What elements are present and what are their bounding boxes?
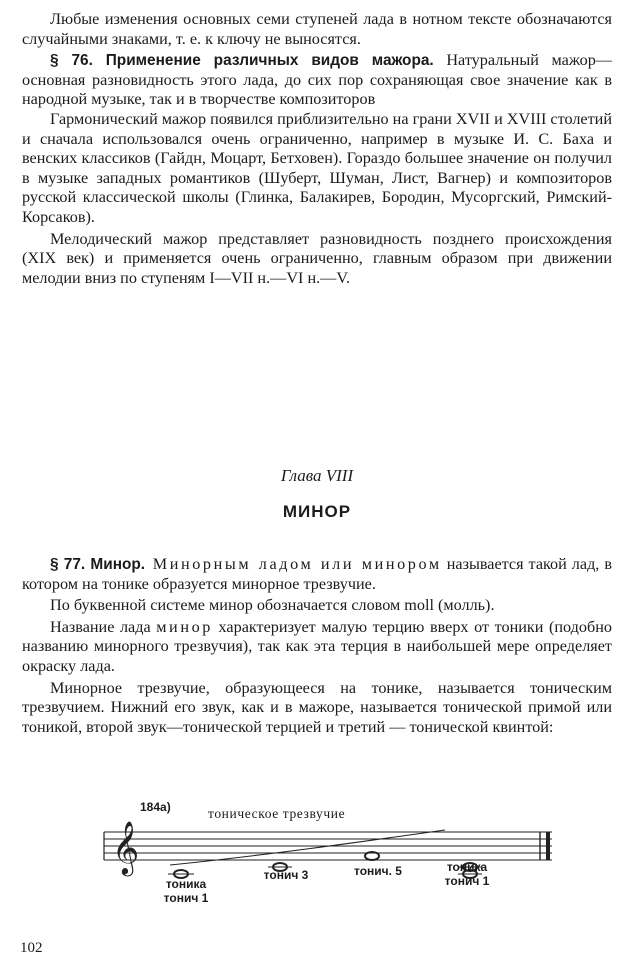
section-77 [22,555,612,594]
minor-name-start: Название лада [50,617,157,636]
label-tonic-left [150,877,222,905]
section-77-spaced-text: Минорным ладом или минором [145,555,442,573]
label-tonic-3: тонич 3 [263,868,309,882]
chapter-title: МИНОР [282,502,352,521]
page-number: 102 [20,940,43,956]
paragraph-moll: По буквенной системе минор обозначается словом moll (молль). [50,596,495,615]
tonic-1-label: тонич 1 [163,891,209,905]
paragraph-melodic-major: Мелодический мажор представляет разновидность позднего происхождения (XIX век) и применяется очень ограниченно, главным образом при движении мелодии вниз по ступеням I—VII н.—VI н.—V. [22,229,612,287]
minor-name-spaced: минор [156,617,213,636]
section-77-heading: § 77. Минор. [50,556,146,573]
paragraph-harmonic-major: Гармонический мажор появился приблизительно на грани XVII и XVIII столетий и сначала использовался очень ограниченно, например в музыке И. С. Баха и венских классиков (Гайдн, Моцарт, Бетховен). Гораздо большее значение он получил в музыке западных романтиков (Шуберт, Шуман, Лист, Вагнер) и композиторов русской классической школы (Глинка, Балакирев, Бородин, Мусоргский, Римский-Корсаков). [22,109,612,226]
paragraph-accidentals: Любые изменения основных семи ступеней лада в нотном тексте обозначаются случайными знаками, т. е. к ключу не выносятся. [22,10,612,48]
example-number: 184а) [140,800,171,814]
tonic-1-right-label: тонич 1 [444,874,490,888]
label-tonic-right [430,860,504,888]
book-page [22,10,613,736]
minor-section [22,555,612,737]
section-76-heading: § 76. Применение различных видов мажора. [50,52,434,70]
label-tonic-5: тонич. 5 [354,864,402,878]
tonic-label: тоника [165,877,207,891]
section-76 [22,51,612,110]
treble-clef-icon: 𝄞 [112,820,140,874]
paragraph-minor-name [22,618,612,677]
section-76-text: Натуральный мажор—основная разновидность этого лада, до сих пор сохраняющая свое значение как в народной музыке, так и в творчестве композиторов [22,51,612,109]
tonic-right-label: тоника [446,860,488,874]
section-77-text: называется такой лад, в котором на тонике образуется минорное трезвучие. [22,555,613,593]
minor-name-end: характеризует малую терцию вверх от тоники (подобно названию минорного трезвучия), так как эта терция в наибольшей мере определяет окраску лада. [22,617,612,675]
example-title: тоническое трезвучие [208,806,346,821]
paragraph-tonic-triad: Минорное трезвучие, образующееся на тонике, называется тоническим трезвучием. Нижний его звук, как и в мажоре, называется тонической примой или тоникой, второй звук—тонической терцией и третий — тонической квинтой: [22,678,612,736]
chapter-label: Глава VIII [280,466,354,485]
